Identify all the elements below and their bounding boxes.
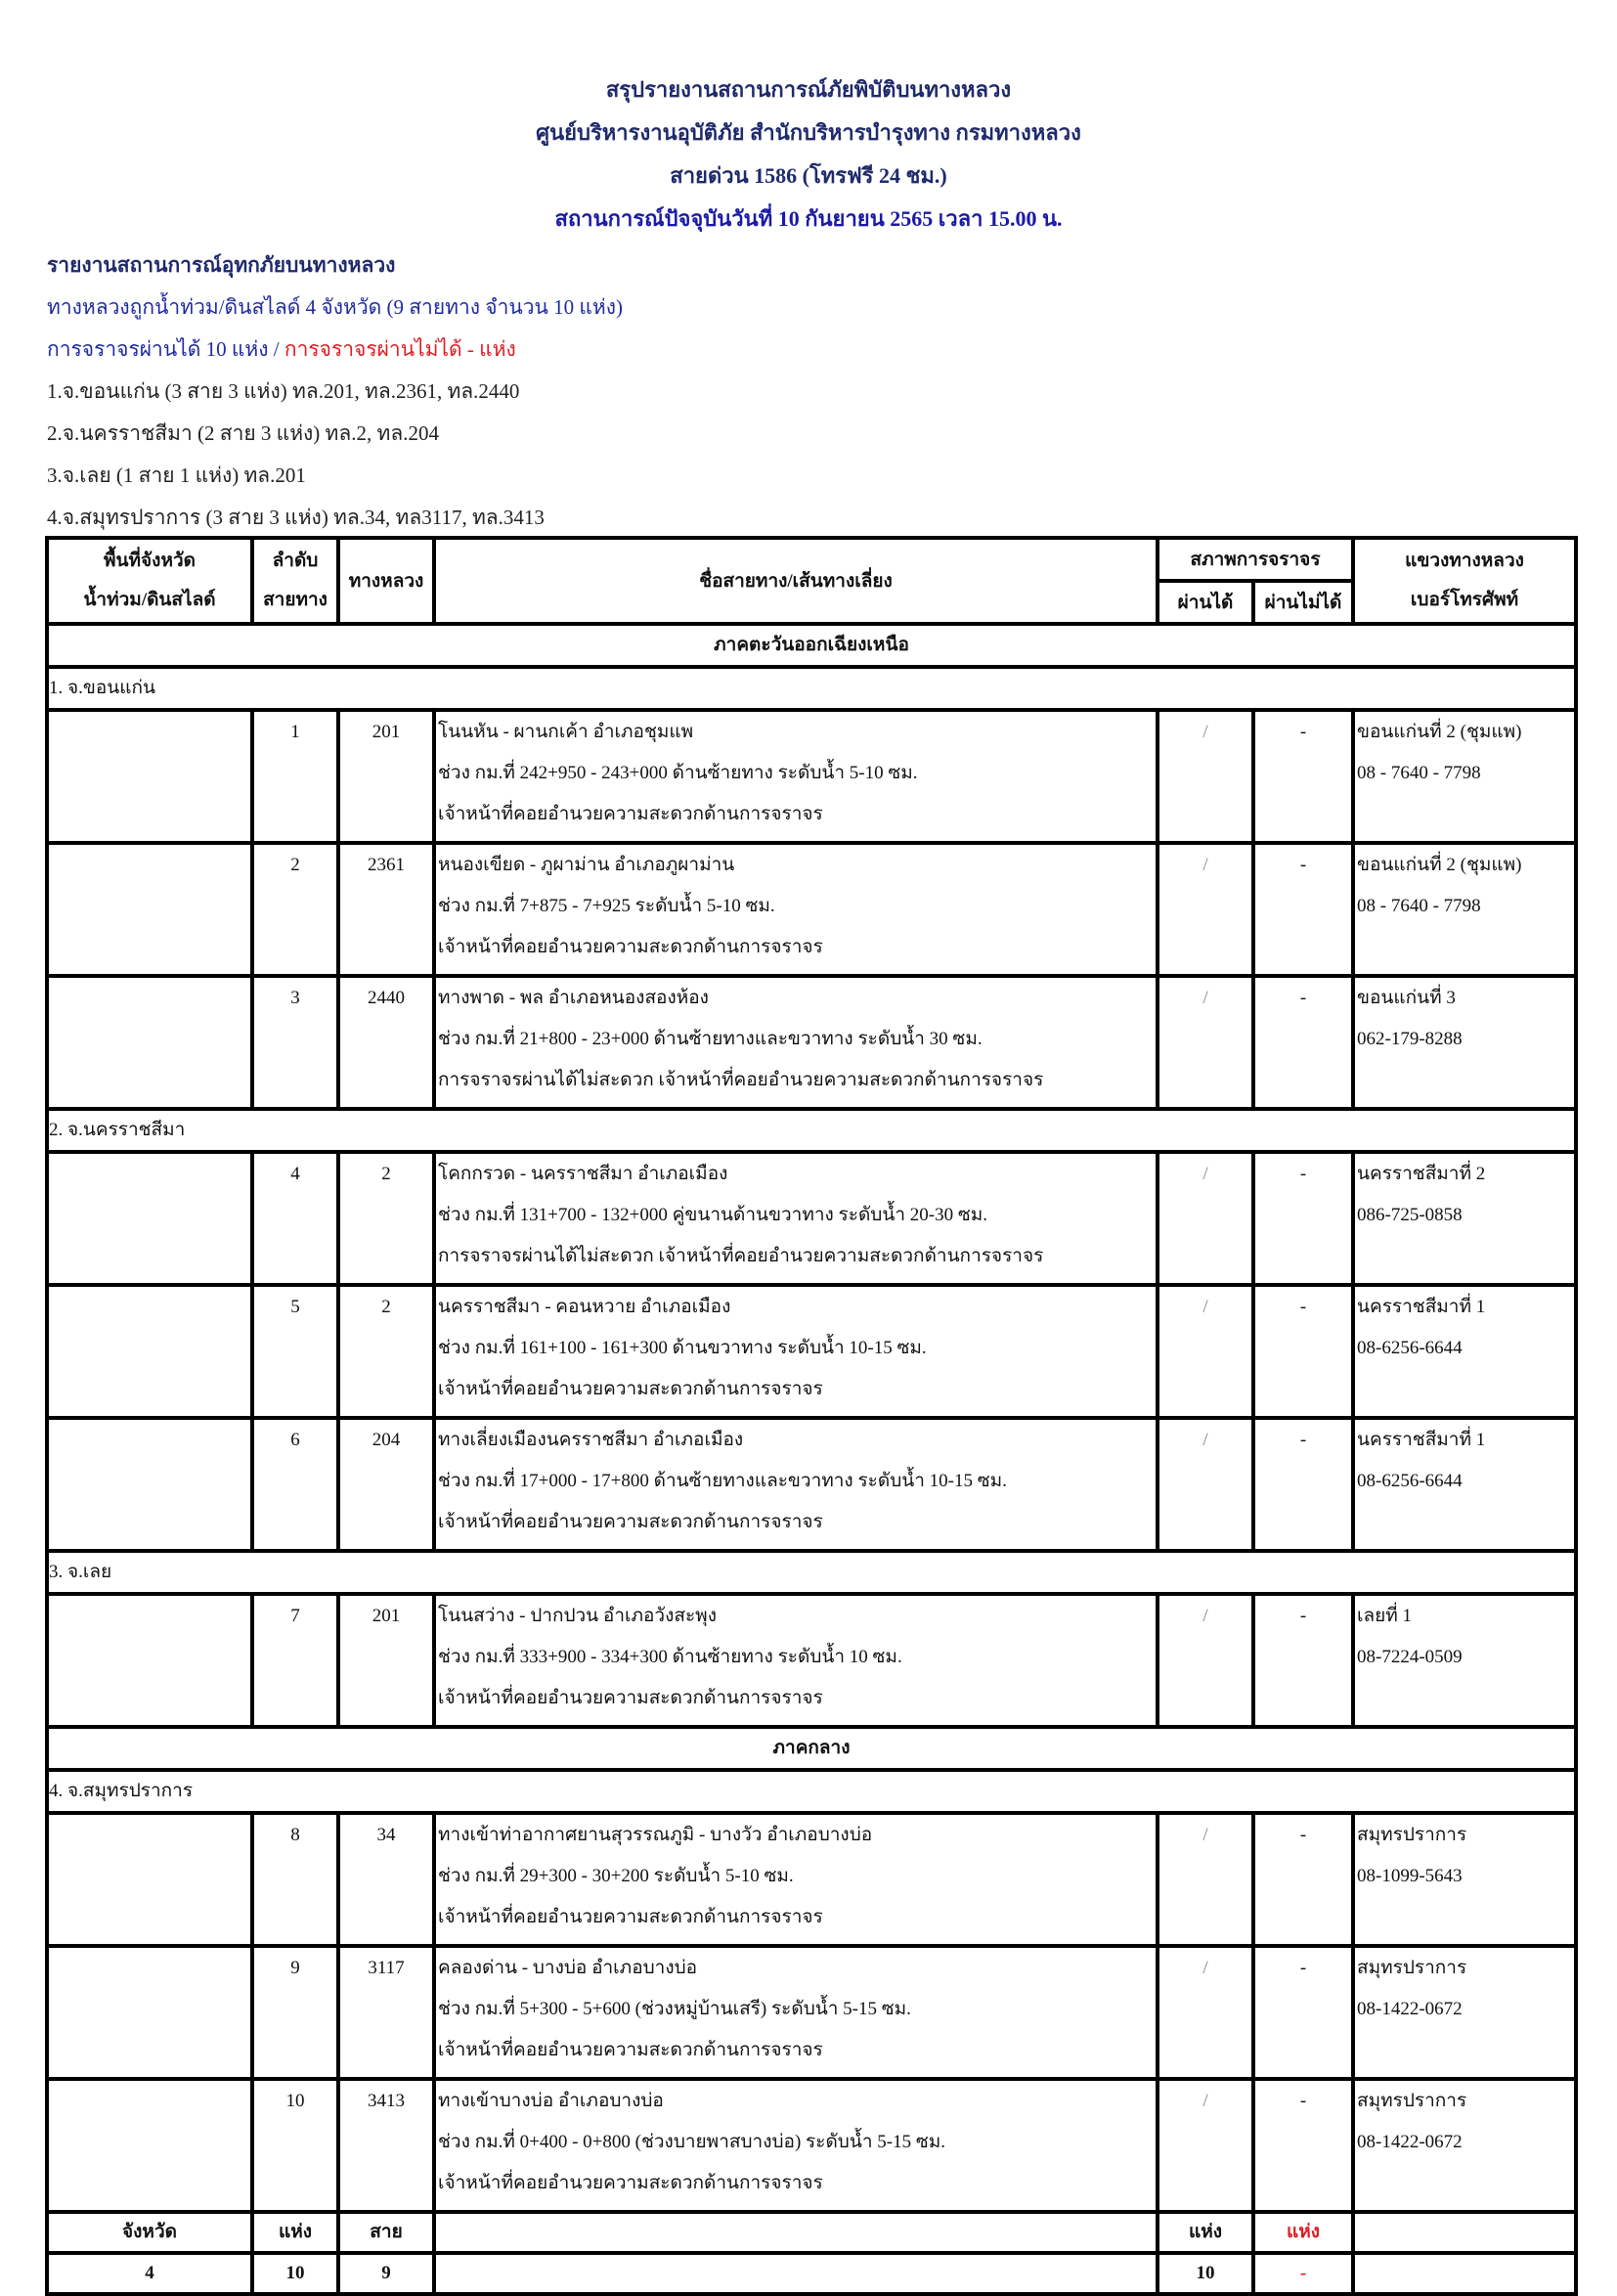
seq-cell: 6 — [252, 1418, 338, 1551]
table-row — [47, 1152, 1576, 1285]
totals-spacer — [434, 2212, 1158, 2253]
route-line: โคกกรวด - นครราชสีมา อำเภอเมือง — [438, 1164, 728, 1184]
area-cell — [47, 1946, 252, 2079]
table-row — [47, 976, 1576, 1109]
seq-cell: 1 — [252, 710, 338, 843]
province-summary: 4.จ.สมุทรปราการ (3 สาย 3 แห่ง) ทล.34, ทล3117, ทล.3413 — [47, 506, 545, 529]
table-row — [47, 843, 1576, 976]
route-line: โนนหัน - ผานกเค้า อำเภอชุมแพ — [438, 722, 694, 742]
report-body — [47, 624, 1576, 2212]
office-phone: 08-6256-6644 — [1357, 1338, 1463, 1358]
area-cell — [47, 710, 252, 843]
passable-cell: / — [1158, 1946, 1253, 2079]
route-line: เจ้าหน้าที่คอยอำนวยความสะดวกด้านการจราจร — [438, 2173, 823, 2193]
highway-cell: 2 — [338, 1285, 434, 1418]
office-name: เลยที่ 1 — [1357, 1606, 1413, 1626]
seq-cell: 5 — [252, 1285, 338, 1418]
table-row — [47, 1813, 1576, 1946]
seq-cell: 9 — [252, 1946, 338, 2079]
route-cell — [434, 1946, 1158, 2079]
office-name: นครราชสีมาที่ 1 — [1357, 1430, 1486, 1450]
passable-cell: / — [1158, 2079, 1253, 2212]
route-line: เจ้าหน้าที่คอยอำนวยความสะดวกด้านการจราจร — [438, 937, 823, 957]
office-name: นครราชสีมาที่ 1 — [1357, 1297, 1486, 1317]
route-line: ช่วง กม.ที่ 131+700 - 132+000 คู่ขนานด้านขวาทาง ระดับน้ำ 20-30 ซม. — [438, 1205, 988, 1225]
header-area-line1: พื้นที่จังหวัด — [104, 551, 196, 571]
province-name: 1. จ.ขอนแก่น — [47, 667, 1576, 710]
route-line: นครราชสีมา - คอนหวาย อำเภอเมือง — [438, 1297, 731, 1317]
route-line: การจราจรผ่านได้ไม่สะดวก เจ้าหน้าที่คอยอำนวยความสะดวกด้านการจราจร — [438, 1246, 1044, 1266]
area-cell — [47, 1285, 252, 1418]
totals-spacer — [434, 2253, 1158, 2294]
route-line: ช่วง กม.ที่ 21+800 - 23+000 ด้านซ้ายทางและขวาทาง ระดับน้ำ 30 ซม. — [438, 1029, 983, 1049]
area-cell — [47, 2079, 252, 2212]
summary-heading: รายงานสถานการณ์อุทกภัยบนทางหลวง — [47, 253, 396, 277]
area-cell — [47, 1594, 252, 1727]
province-row — [47, 1770, 1576, 1813]
affected-summary: ทางหลวงถูกน้ำท่วม/ดินสไลด์ 4 จังหวัด (9 สายทาง จำนวน 10 แห่ง) — [47, 295, 624, 319]
route-line: ทางพาด - พล อำเภอหนองสองห้อง — [438, 988, 709, 1008]
highway-cell: 201 — [338, 710, 434, 843]
highway-cell: 34 — [338, 1813, 434, 1946]
impassable-cell: - — [1253, 1594, 1353, 1727]
office-name: ขอนแก่นที่ 2 (ชุมแพ) — [1357, 855, 1522, 875]
route-cell — [434, 2079, 1158, 2212]
table-row — [47, 1285, 1576, 1418]
highway-cell: 2 — [338, 1152, 434, 1285]
office-cell — [1353, 976, 1576, 1109]
impassable-summary: การจราจรผ่านไม่ได้ - แห่ง — [284, 337, 516, 361]
route-line: เจ้าหน้าที่คอยอำนวยความสะดวกด้านการจราจร — [438, 1379, 823, 1399]
province-row — [47, 667, 1576, 710]
route-cell — [434, 710, 1158, 843]
route-line: เจ้าหน้าที่คอยอำนวยความสะดวกด้านการจราจร — [438, 804, 823, 824]
route-line: ช่วง กม.ที่ 242+950 - 243+000 ด้านซ้ายทาง ระดับน้ำ 5-10 ซม. — [438, 763, 918, 783]
organization-name: ศูนย์บริหารงานอุบัติภัย สำนักบริหารบำรุงทาง กรมทางหลวง — [536, 120, 1081, 145]
seq-cell: 2 — [252, 843, 338, 976]
total-routes-label: สาย — [338, 2212, 434, 2253]
seq-cell: 4 — [252, 1152, 338, 1285]
route-line: คลองด่าน - บางบ่อ อำเภอบางบ่อ — [438, 1958, 698, 1978]
highway-cell: 201 — [338, 1594, 434, 1727]
total-pass-label: แห่ง — [1158, 2212, 1253, 2253]
office-name: ขอนแก่นที่ 2 (ชุมแพ) — [1357, 722, 1522, 742]
impassable-cell: - — [1253, 1285, 1353, 1418]
passable-cell: / — [1158, 1152, 1253, 1285]
province-name: 3. จ.เลย — [47, 1551, 1576, 1594]
region-row — [47, 624, 1576, 667]
impassable-cell: - — [1253, 710, 1353, 843]
passable-summary: การจราจรผ่านได้ 10 แห่ง / — [47, 337, 284, 361]
header-seq — [252, 538, 338, 624]
route-line: ทางเข้าท่าอากาศยานสุวรรณภูมิ - บางวัว อำเภอบางบ่อ — [438, 1825, 873, 1845]
office-phone: 08 - 7640 - 7798 — [1357, 896, 1481, 916]
route-line: ทางเข้าบางบ่อ อำเภอบางบ่อ — [438, 2091, 664, 2111]
office-cell — [1353, 1813, 1576, 1946]
route-cell — [434, 976, 1158, 1109]
office-cell — [1353, 710, 1576, 843]
office-phone: 086-725-0858 — [1357, 1205, 1463, 1225]
impassable-cell: - — [1253, 1418, 1353, 1551]
passable-cell: / — [1158, 843, 1253, 976]
office-phone: 08-6256-6644 — [1357, 1471, 1463, 1491]
route-cell — [434, 1152, 1158, 1285]
office-name: นครราชสีมาที่ 2 — [1357, 1164, 1486, 1184]
passable-cell: / — [1158, 1813, 1253, 1946]
route-line: ช่วง กม.ที่ 7+875 - 7+925 ระดับน้ำ 5-10 ซม. — [438, 896, 775, 916]
header-seq-line2: สายทาง — [263, 590, 328, 610]
passable-cell: / — [1158, 1594, 1253, 1727]
route-line: ช่วง กม.ที่ 5+300 - 5+600 (ช่วงหมู่บ้านเสรี) ระดับน้ำ 5-15 ซม. — [438, 1999, 911, 2019]
header-passable: ผ่านได้ — [1158, 581, 1253, 624]
header-office — [1353, 538, 1576, 624]
total-no-pass-value: - — [1253, 2253, 1353, 2294]
passable-cell: / — [1158, 710, 1253, 843]
office-phone: 08-1422-0672 — [1357, 2132, 1463, 2152]
route-line: ช่วง กม.ที่ 161+100 - 161+300 ด้านขวาทาง ระดับน้ำ 10-15 ซม. — [438, 1338, 927, 1358]
total-no-pass-label: แห่ง — [1253, 2212, 1353, 2253]
totals-value-row — [47, 2253, 1576, 2294]
route-line: เจ้าหน้าที่คอยอำนวยความสะดวกด้านการจราจร — [438, 1688, 823, 1708]
header-area-line2: น้ำท่วม/ดินสไลด์ — [83, 590, 216, 610]
office-cell — [1353, 2079, 1576, 2212]
highway-cell: 3413 — [338, 2079, 434, 2212]
totals-spacer — [1353, 2253, 1576, 2294]
highway-cell: 2361 — [338, 843, 434, 976]
header-highway: ทางหลวง — [338, 538, 434, 624]
route-cell — [434, 843, 1158, 976]
region-name: ภาคตะวันออกเฉียงเหนือ — [47, 624, 1576, 667]
seq-cell: 7 — [252, 1594, 338, 1727]
route-line: เจ้าหน้าที่คอยอำนวยความสะดวกด้านการจราจร — [438, 1907, 823, 1927]
route-line: ช่วง กม.ที่ 0+400 - 0+800 (ช่วงบายพาสบางบ่อ) ระดับน้ำ 5-15 ซม. — [438, 2132, 945, 2152]
office-name: สมุทรปราการ — [1357, 1958, 1467, 1978]
total-provinces-value: 4 — [47, 2253, 252, 2294]
seq-cell: 10 — [252, 2079, 338, 2212]
header-office-line2: เบอร์โทรศัพท์ — [1410, 590, 1519, 610]
table-row — [47, 1418, 1576, 1551]
header-traffic: สภาพการจราจร — [1158, 538, 1353, 581]
summary-section — [47, 244, 1025, 539]
office-cell — [1353, 1946, 1576, 2079]
office-cell — [1353, 1594, 1576, 1727]
office-phone: 08 - 7640 - 7798 — [1357, 763, 1481, 783]
header-seq-line1: ลำดับ — [272, 551, 319, 571]
area-cell — [47, 1813, 252, 1946]
route-line: การจราจรผ่านได้ไม่สะดวก เจ้าหน้าที่คอยอำนวยความสะดวกด้านการจราจร — [438, 1070, 1044, 1090]
office-cell — [1353, 1152, 1576, 1285]
impassable-cell: - — [1253, 976, 1353, 1109]
total-sites-value: 10 — [252, 2253, 338, 2294]
area-cell — [47, 1152, 252, 1285]
impassable-cell: - — [1253, 1813, 1353, 1946]
total-routes-value: 9 — [338, 2253, 434, 2294]
route-line: โนนสว่าง - ปากปวน อำเภอวังสะพุง — [438, 1606, 717, 1626]
seq-cell: 3 — [252, 976, 338, 1109]
route-line: เจ้าหน้าที่คอยอำนวยความสะดวกด้านการจราจร — [438, 1512, 823, 1532]
table-row — [47, 710, 1576, 843]
passable-cell: / — [1158, 1418, 1253, 1551]
province-summary: 2.จ.นครราชสีมา (2 สาย 3 แห่ง) ทล.2, ทล.204 — [47, 421, 439, 445]
totals-spacer — [1353, 2212, 1576, 2253]
header-office-line1: แขวงทางหลวง — [1405, 551, 1524, 571]
flood-report-table — [45, 536, 1578, 2296]
passable-cell: / — [1158, 976, 1253, 1109]
table-row — [47, 2079, 1576, 2212]
highway-cell: 3117 — [338, 1946, 434, 2079]
route-line: ช่วง กม.ที่ 17+000 - 17+800 ด้านซ้ายทางและขวาทาง ระดับน้ำ 10-15 ซม. — [438, 1471, 1007, 1491]
area-cell — [47, 1418, 252, 1551]
total-pass-value: 10 — [1158, 2253, 1253, 2294]
office-phone: 08-1422-0672 — [1357, 1999, 1463, 2019]
report-title-block — [0, 68, 1617, 241]
traffic-summary — [47, 329, 1025, 371]
hotline: สายด่วน 1586 (โทรฟรี 24 ชม.) — [670, 163, 947, 188]
passable-cell: / — [1158, 1285, 1253, 1418]
impassable-cell: - — [1253, 1152, 1353, 1285]
region-name: ภาคกลาง — [47, 1727, 1576, 1770]
route-cell — [434, 1594, 1158, 1727]
impassable-cell: - — [1253, 2079, 1353, 2212]
header-impassable: ผ่านไม่ได้ — [1253, 581, 1353, 624]
route-line: เจ้าหน้าที่คอยอำนวยความสะดวกด้านการจราจร — [438, 2040, 823, 2060]
province-summary: 1.จ.ขอนแก่น (3 สาย 3 แห่ง) ทล.201, ทล.2361, ทล.2440 — [47, 379, 520, 403]
impassable-cell: - — [1253, 1946, 1353, 2079]
office-name: สมุทรปราการ — [1357, 2091, 1467, 2111]
report-title: สรุปรายงานสถานการณ์ภัยพิบัติบนทางหลวง — [605, 77, 1012, 102]
province-row — [47, 1551, 1576, 1594]
office-phone: 062-179-8288 — [1357, 1029, 1463, 1049]
highway-cell: 204 — [338, 1418, 434, 1551]
table-row — [47, 1594, 1576, 1727]
route-line: หนองเขียด - ภูผาม่าน อำเภอภูผาม่าน — [438, 855, 735, 875]
province-summary: 3.จ.เลย (1 สาย 1 แห่ง) ทล.201 — [47, 464, 306, 487]
province-name: 4. จ.สมุทรปราการ — [47, 1770, 1576, 1813]
route-line: ช่วง กม.ที่ 29+300 - 30+200 ระดับน้ำ 5-10 ซม. — [438, 1866, 794, 1886]
office-cell — [1353, 843, 1576, 976]
office-name: ขอนแก่นที่ 3 — [1357, 988, 1456, 1008]
office-phone: 08-1099-5643 — [1357, 1866, 1463, 1886]
region-row — [47, 1727, 1576, 1770]
impassable-cell: - — [1253, 843, 1353, 976]
office-cell — [1353, 1285, 1576, 1418]
route-cell — [434, 1285, 1158, 1418]
totals-label-row — [47, 2212, 1576, 2253]
route-cell — [434, 1813, 1158, 1946]
status-timestamp: สถานการณ์ปัจจุบันวันที่ 10 กันยายน 2565 เวลา 15.00 น. — [554, 206, 1063, 231]
total-provinces-label: จังหวัด — [47, 2212, 252, 2253]
province-name: 2. จ.นครราชสีมา — [47, 1109, 1576, 1152]
seq-cell: 8 — [252, 1813, 338, 1946]
header-area — [47, 538, 252, 624]
office-phone: 08-7224-0509 — [1357, 1647, 1463, 1667]
route-line: ช่วง กม.ที่ 333+900 - 334+300 ด้านซ้ายทาง ระดับน้ำ 10 ซม. — [438, 1647, 902, 1667]
office-name: สมุทรปราการ — [1357, 1825, 1467, 1845]
office-cell — [1353, 1418, 1576, 1551]
route-cell — [434, 1418, 1158, 1551]
province-row — [47, 1109, 1576, 1152]
table-row — [47, 1946, 1576, 2079]
header-route: ชื่อสายทาง/เส้นทางเลี่ยง — [434, 538, 1158, 624]
total-sites-label: แห่ง — [252, 2212, 338, 2253]
highway-cell: 2440 — [338, 976, 434, 1109]
area-cell — [47, 976, 252, 1109]
route-line: ทางเลี่ยงเมืองนครราชสีมา อำเภอเมือง — [438, 1430, 744, 1450]
area-cell — [47, 843, 252, 976]
